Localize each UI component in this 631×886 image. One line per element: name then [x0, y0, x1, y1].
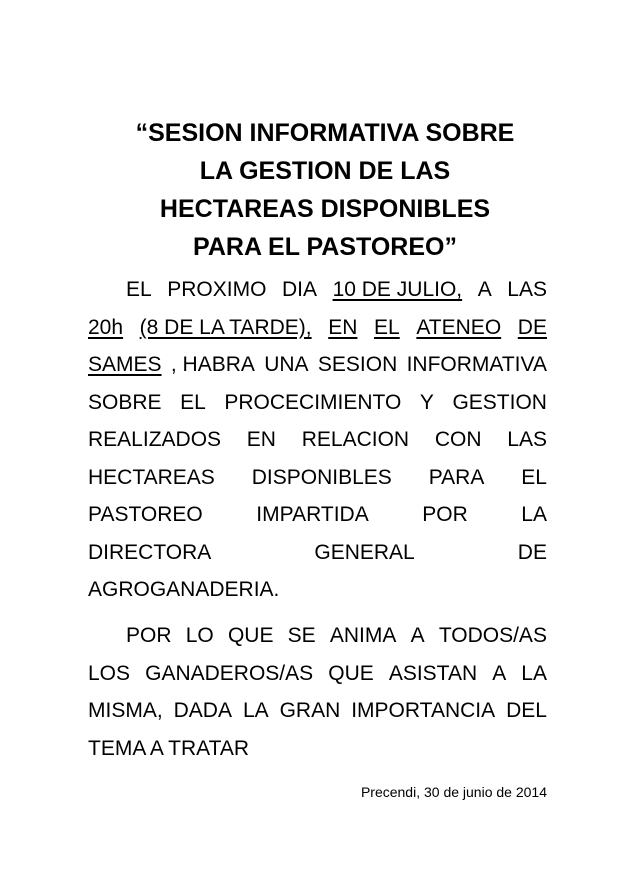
title-line: LA GESTION DE LAS: [199, 157, 451, 185]
word: IMPARTIDA: [256, 503, 369, 526]
notice-title: [60, 114, 590, 266]
text-line: [88, 655, 547, 693]
word: SOBRE: [88, 390, 162, 414]
word: TEMA A TRATAR: [88, 736, 250, 760]
text-line: [88, 534, 547, 572]
word: LAS: [507, 428, 547, 451]
word: DADA: [173, 699, 232, 722]
word: LOS: [88, 661, 131, 685]
word: PROXIMO: [167, 278, 267, 301]
word: HECTAREAS: [88, 465, 215, 489]
text-line: [88, 309, 547, 347]
word: LAS: [507, 278, 547, 301]
underlined-word: EL: [374, 315, 400, 339]
text-line: [88, 384, 547, 422]
word: ANIMA: [329, 624, 397, 647]
text-line: [88, 496, 547, 534]
word: GRAN: [279, 699, 341, 722]
text-line: [88, 346, 547, 384]
word: MISMA,: [88, 699, 163, 722]
word: GENERAL: [314, 540, 415, 564]
word: PARA: [428, 465, 485, 489]
text-line: [88, 421, 547, 459]
word: UNA: [264, 353, 309, 376]
text-line: [88, 692, 547, 730]
text-line: [88, 571, 547, 609]
word: DIA: [282, 278, 318, 301]
word: GANADEROS/AS: [145, 661, 314, 685]
word: DISPONIBLES: [251, 465, 392, 489]
word: IMPORTANCIA: [351, 699, 496, 722]
word: POR: [422, 503, 468, 526]
word: SE: [287, 624, 316, 647]
word: TODOS/AS: [438, 624, 547, 647]
underlined-word: 10 DE JULIO,: [332, 278, 463, 301]
underlined-word: DE: [517, 315, 547, 339]
word: A: [410, 624, 425, 647]
title-line: PARA EL PASTOREO”: [193, 233, 457, 261]
word: SESION: [317, 353, 398, 376]
word: EL: [126, 278, 152, 301]
word: GESTION: [452, 390, 547, 414]
word: QUE: [328, 661, 374, 685]
underlined-word: 20h: [88, 315, 124, 339]
text-line: [88, 271, 547, 309]
paragraph-invitation: [88, 617, 547, 767]
word: EN: [246, 428, 276, 451]
underlined-word: EN: [328, 315, 358, 339]
word: AGROGANADERIA.: [88, 578, 280, 601]
word: LA: [242, 699, 269, 722]
text-line: [88, 617, 547, 655]
word: EL: [180, 390, 206, 414]
word: PASTOREO: [88, 503, 203, 526]
word: LA: [521, 503, 547, 526]
title-line: “SESION INFORMATIVA SOBRE: [135, 119, 515, 147]
word: INFORMATIVA: [406, 353, 547, 376]
word: POR: [126, 624, 172, 647]
underlined-word: (8 DE LA TARDE),: [139, 315, 312, 339]
word: , HABRA: [170, 353, 255, 376]
word: DEL: [506, 699, 547, 722]
word: LO: [185, 624, 214, 647]
word: CON: [434, 428, 482, 451]
word: RELACION: [301, 428, 410, 451]
underlined-word: ATENEO: [416, 315, 502, 339]
word: Y: [419, 390, 434, 414]
word: PROCECIMIENTO: [224, 390, 402, 414]
word: DIRECTORA: [88, 540, 212, 564]
word: EL: [521, 465, 547, 489]
word: A: [492, 661, 507, 685]
paragraph-announcement: [88, 271, 547, 609]
text-line: [88, 730, 547, 768]
word: QUE: [227, 624, 274, 647]
word: ASISTAN: [388, 661, 478, 685]
word: REALIZADOS: [88, 428, 222, 451]
title-line: HECTAREAS DISPONIBLES: [159, 195, 491, 223]
underlined-word: SAMES: [88, 353, 162, 376]
text-line: [88, 459, 547, 497]
word: DE: [517, 540, 547, 564]
signature-date: Precendi, 30 de junio de 2014: [360, 784, 547, 800]
word: LA: [521, 661, 547, 685]
word: A: [477, 278, 492, 301]
